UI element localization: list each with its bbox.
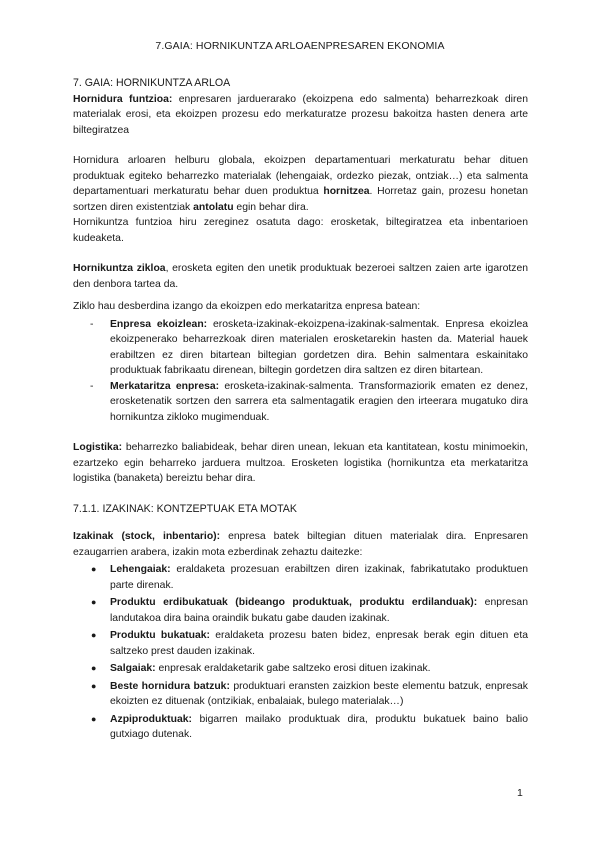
paragraph-helburu-globala: Hornidura arloaren helburu globala, ekoizpen departamentuari merkaturatu behar dituen produktuak egiteko beharrezko materialak (lehengaiak, ordezko piezak, ontziak…) eta salmenta departamentuari merkaturatu behar duen produktua hornitzea. Horretaz gain, prozesu honetan sortzen diren existentziak antolatu egin behar dira. — [73, 155, 528, 213]
list-item: - Enpresa ekoizlean: erosketa-izakinak-ekoizpena-izakinak-salmentak. Enpresa ekoizlea ekoizpenerako beharrezkoak diren materialen erosketarekin hasten da. Material hauek erabiltzen ez diren bitartean biltegian gordetzen dira. Behin salmentara eskainitako produktuak fabrikaatu direnean, biltegin gordetzen dira saltzen ez diren bitartean. — [90, 318, 529, 376]
subsection-title: 7.1.1. IZAKINAK: KONTZEPTUAK ETA MOTAK — [73, 502, 297, 515]
paragraph-ziklo-desberdina: Ziklo hau desberdina izango da ekoizpen edo merkataritza enpresa batean: — [73, 301, 421, 312]
list-item: - Merkataritza enpresa: erosketa-izakinak-salmenta. Transformaziorik ematen ez denez, erosketenatik sortzen den sarrera eta salmentagatik eragien den irteerara mugatuko dira hornikuntza zikloko mugimenduak. — [90, 380, 529, 423]
paragraph-hornidura-funtzioa: Hornidura funtzioa: enpresaren jarduerarako (ekoizpena edo salmenta) beharrezkoak diren materialak erosi, eta ekoizpen prozesu edo merkaturatze prozesu bakoitza hasten denera arte biltegiratzea — [73, 93, 528, 136]
paragraph-hiru-zeregin: Hornikuntza funtzioa hiru zereginez osatuta dago: erosketak, biltegiratzea eta inbentarioen kudeaketa. — [73, 217, 528, 244]
list-item: ● Salgaiak: enpresak eraldaketarik gabe saltzeko erosi dituen izakinak. — [91, 663, 431, 674]
cycle-list — [73, 317, 528, 426]
list-item: ● Produktu bukatuak: eraldaketa prozesu baten bidez, enpresak berak egin dituen eta saltzeko prest dauden izakinak. — [91, 630, 528, 657]
paragraph-izakinak: Izakinak (stock, inbentario): enpresa batek biltegian dituen materialak dira. Enpresaren ezaugarrien arabera, izakin mota ezberdinak zehaztu daitezke: — [73, 531, 528, 558]
paragraph-hornikuntza-zikloa: Hornikuntza zikloa, erosketa egiten den unetik produktuak bezeroei saltzen zaien arte igarotzen den denbora tartea da. — [73, 263, 528, 290]
list-item: ● Azpiproduktuak: bigarren mailako produktuak dira, produktu bukatuek baino balio gutxiago dutenak. — [91, 713, 528, 740]
page-header: 7.GAIA: HORNIKUNTZA ARLOAENPRESAREN EKONOMIA — [155, 40, 445, 52]
paragraph-logistika: Logistika: beharrezko baliabideak, behar diren unean, lekuan eta kantitatean, kostu minimoekin, ezartzeko egin beharreko jarduera multzoa. Erosketen logistika (hornikuntza eta merkataritza logistika (banaketa) bereiztu behar dira. — [73, 442, 528, 484]
list-item: ● Produktu erdibukatuak (bideango produktuak, produktu erdilanduak): enpresan landutakoa dira baina oraindik bukatu gabe dauden izakinak. — [91, 597, 528, 624]
page-number: 1 — [517, 787, 523, 799]
list-item: ● Lehengaiak: eraldaketa prozesuan erabiltzen diren izakinak, fabrikatutako produktuen parte direnak. — [91, 564, 528, 591]
term-logistika: Logistika: — [73, 442, 123, 453]
stock-types-list — [73, 562, 528, 743]
section-title: 7. GAIA: HORNIKUNTZA ARLOA — [73, 77, 231, 89]
term-hornikuntza-zikloa: Hornikuntza zikloa — [73, 263, 166, 274]
term-izakinak: Izakinak (stock, inbentario): — [73, 531, 221, 542]
list-item: ● Beste hornidura batzuk: produktuari eransten zaizkion beste elementu batzuk, enpresak ekoizten ez dituenak (ontzikiak, enbalaiak, bulego materialak…) — [91, 680, 529, 707]
term-hornidura-funtzioa: Hornidura funtzioa: — [73, 93, 173, 105]
document-body — [73, 76, 528, 745]
